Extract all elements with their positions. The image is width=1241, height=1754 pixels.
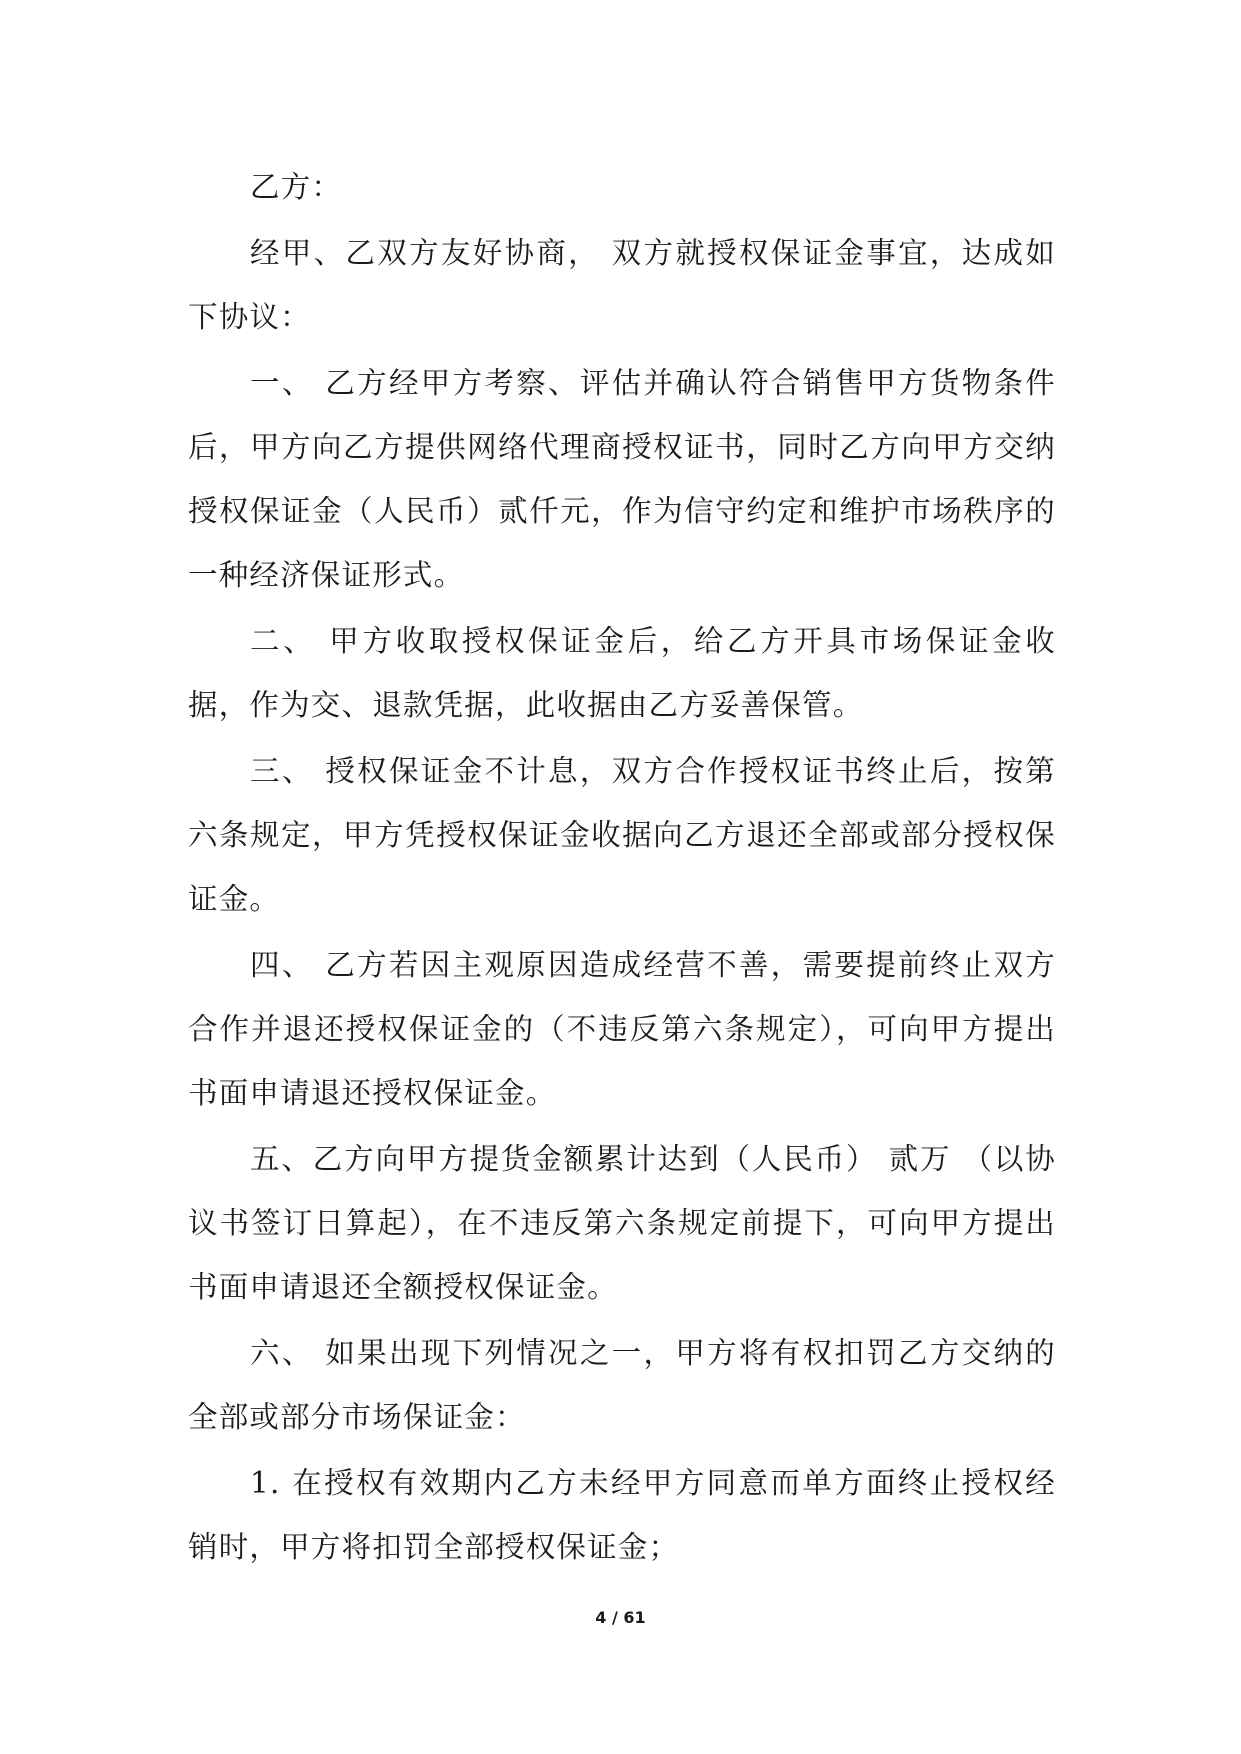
paragraph-clause-6-item-1: 1. 在授权有效期内乙方未经甲方同意而单方面终止授权经销时，甲方将扣罚全部授权保证金；: [188, 1466, 1056, 1564]
paragraph-intro: 经甲、乙双方友好协商， 双方就授权保证金事宜，达成如下协议：: [188, 236, 1056, 334]
paragraph-clause-5: 五、乙方向甲方提货金额累计达到（人民币） 贰万 （以协议书签订日算起），在不违反第六条规定前提下，可向甲方提出书面申请退还全额授权保证金。: [188, 1142, 1056, 1304]
paragraph-clause-1: 一、 乙方经甲方考察、评估并确认符合销售甲方货物条件后，甲方向乙方提供网络代理商授权证书，同时乙方向甲方交纳授权保证金（人民币）贰仟元，作为信守约定和维护市场秩序的一种经济保证形式。: [188, 366, 1056, 592]
paragraph-clause-3: 三、 授权保证金不计息，双方合作授权证书终止后，按第六条规定，甲方凭授权保证金收据向乙方退还全部或部分授权保证金。: [188, 754, 1056, 916]
paragraph-party-b: 乙方：: [250, 170, 343, 204]
paragraph-clause-2: 二、 甲方收取授权保证金后，给乙方开具市场保证金收据，作为交、退款凭据，此收据由乙方妥善保管。: [188, 624, 1056, 722]
paragraph-clause-4: 四、 乙方若因主观原因造成经营不善，需要提前终止双方合作并退还授权保证金的（不违反第六条规定），可向甲方提出书面申请退还授权保证金。: [188, 948, 1056, 1110]
paragraph-clause-6: 六、 如果出现下列情况之一，甲方将有权扣罚乙方交纳的全部或部分市场保证金：: [188, 1336, 1056, 1434]
document-body: [188, 155, 1056, 1581]
page-number: 4 / 61: [595, 1608, 646, 1627]
